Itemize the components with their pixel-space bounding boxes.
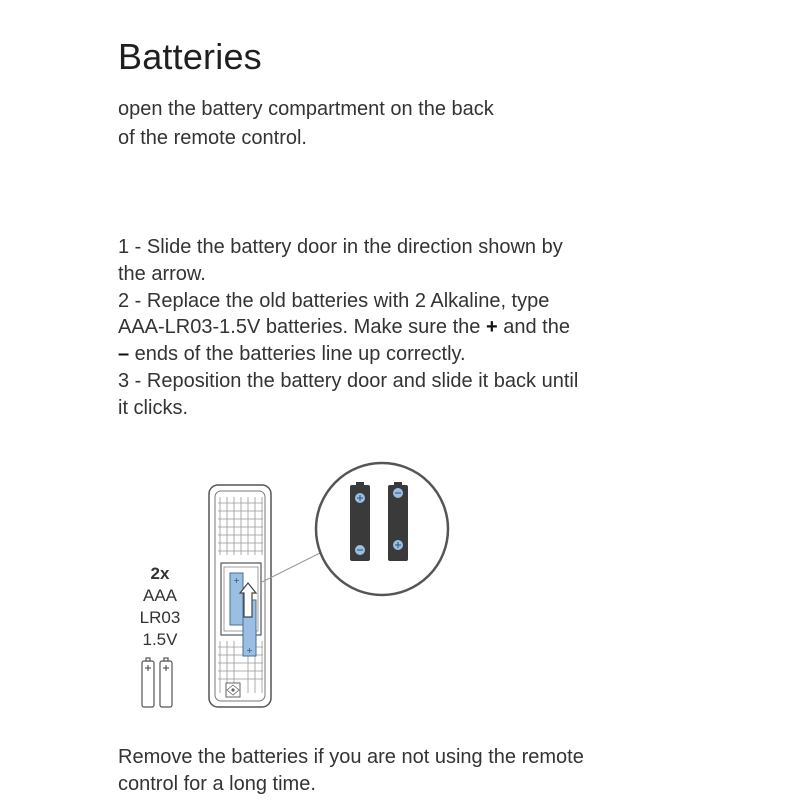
magnified-batteries: [316, 463, 448, 595]
plus-symbol: +: [485, 316, 498, 339]
step-2-line-3-text: ends of the batteries line up correctly.: [129, 343, 466, 366]
svg-text:+: +: [246, 646, 253, 655]
aaa-batteries-icon: [142, 658, 172, 707]
step-2-line-2-start: AAA-LR03-1.5V batteries. Make sure the: [118, 316, 486, 339]
battery-type: AAA: [142, 586, 178, 605]
battery-illustration: [120, 455, 480, 725]
battery-voltage: 1.5V: [142, 630, 178, 649]
step-2-line-2: [118, 314, 718, 341]
svg-text:+: +: [233, 576, 240, 585]
battery-model: LR03: [139, 608, 181, 627]
footer-note: [118, 744, 718, 798]
step-3-line-1: 3 - Reposition the battery door and slide it back until: [118, 369, 579, 392]
battery-count: 2x: [150, 564, 170, 583]
page-title: Batteries: [118, 36, 262, 77]
footer-line-1: Remove the batteries if you are not using the remote: [118, 746, 584, 768]
minus-symbol: –: [118, 343, 130, 366]
step-1-line-1: 1 - Slide the battery door in the direction shown by: [118, 236, 563, 258]
step-2-line-3: [118, 341, 718, 368]
intro-text: [118, 95, 678, 153]
footer-line-2: control for a long time.: [118, 773, 316, 795]
intro-line-2: of the remote control.: [118, 127, 307, 149]
step-2-line-1: 2 - Replace the old batteries with 2 Alkaline, type: [118, 289, 550, 312]
step-2-line-2-end: and the: [497, 316, 570, 339]
step-1-line-2: the arrow.: [118, 262, 206, 285]
step-3-line-2: it clicks.: [118, 396, 188, 419]
intro-line-1: open the battery compartment on the back: [118, 98, 494, 120]
instruction-steps: [118, 234, 718, 422]
